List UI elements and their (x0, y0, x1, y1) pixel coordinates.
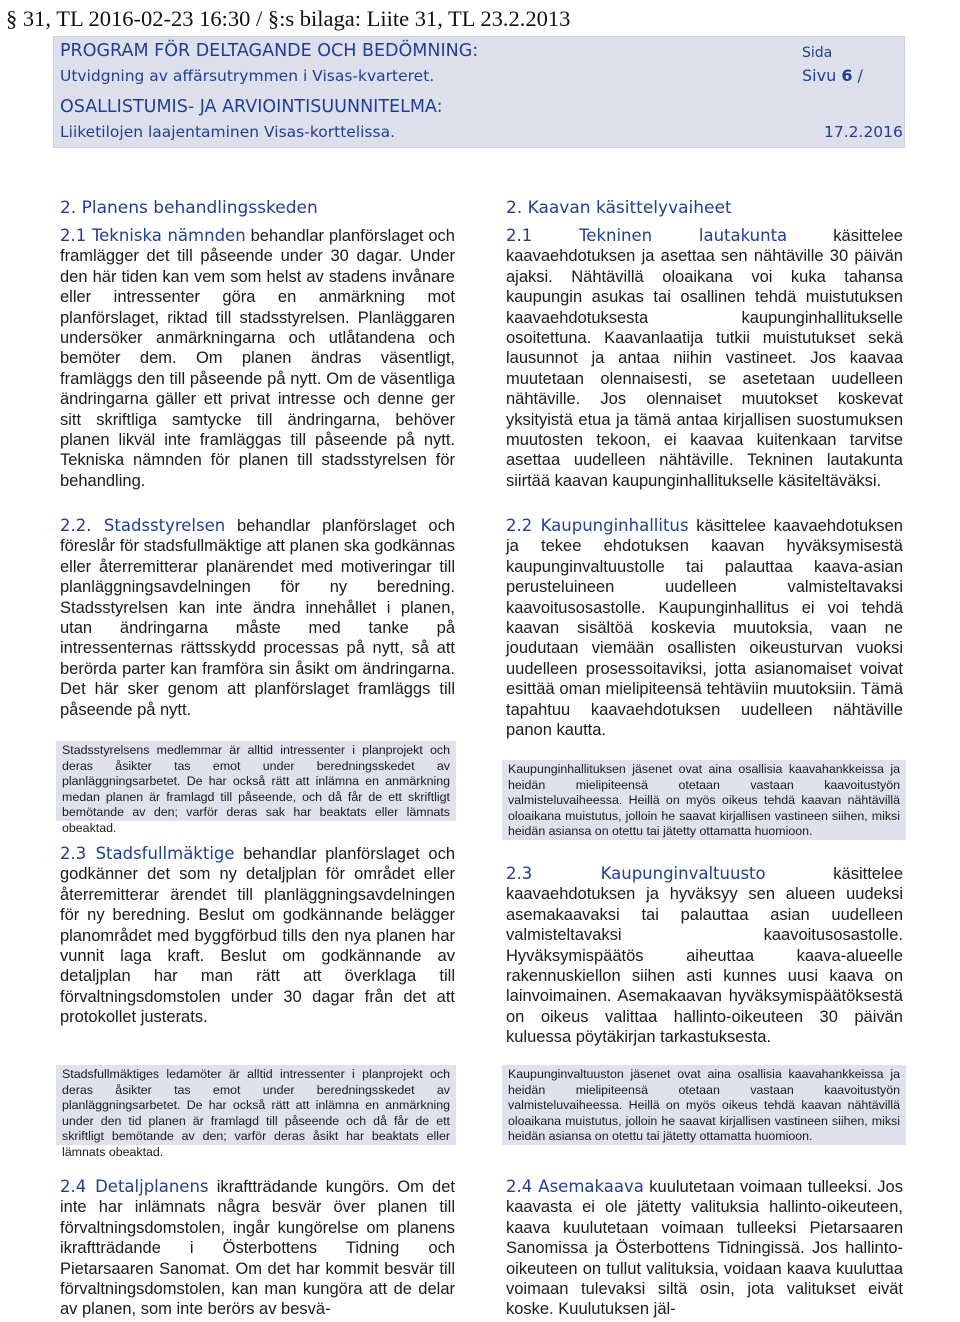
left-s22-text: behandlar planförslaget och föreslår för stadsfullmäktige att planen ska godkännas eller återremitterar planärendet med motiveringar till planläggningsavdelningen för ny beredning. Stadsstyrelsen kan inte ändra innehållet i planen, utan ändringarna måste med tanke på intressenternas rättsskydd processas på nytt, så att berörda parter kan framföra sin åsikt om ändringarna. Det här sker genom att planförslaget framläggs till påseende på nytt. (60, 517, 455, 719)
left-s23-text: behandlar planförslaget och godkänner det som ny detaljplan för området eller återremitterar ärendet till planläggningsavdelningen för ny beredning. Beslut om godkännande belägger planområdet med byggförbud tills den nya planen har vunnit laga kraft. Beslut om godkännande av detaljplan har man rätt att överklaga till förvaltningsdomstolen under 30 dagar från det att protokollet justerats. (60, 845, 455, 1027)
left-s22-number: 2.2. (60, 516, 104, 535)
left-s23-keyword: Stadsfullmäktige (95, 844, 235, 863)
left-s21-text: behandlar planförslaget och framlägger det till påseende under 30 dagar. Under den här tiden kan vem som helst av stadens invånare eller intressenter göra en anmärkning mot planförslaget, riktad till stadsstyrelsen. Planläggaren undersöker anmärkningarna och utlåtandena och bemöter dem. Om planen ändras väsentligt, framläggs den till påseende på nytt. Om de väsentliga ändringarna gäller ett privat intresse och denne ger sitt skriftliga samtycke till ändringarna, behöver planen likväl inte framläggas till påseende på nytt. Tekniska nämnden för planen till stadsstyrelsen för behandling. (60, 227, 455, 490)
right-s22-keyword: Kaupunginhallitus (540, 516, 689, 535)
page-label-sv: Sida (802, 45, 833, 61)
header-subtitle-fi: Liiketilojen laajentaminen Visas-korttelissa. (60, 123, 396, 141)
left-paragraph-2-3 (60, 844, 455, 1028)
left-paragraph-2-1 (60, 226, 455, 491)
right-note-2: Kaupunginvaltuuston jäsenet ovat aina osallisia kaavahankkeissa ja heidän mielipiteensä otetaan vastaan kaavoitustyön valmisteluvaiheessa. Heillä on myös oikeus tehdä kaavan nähtävillä oloaikana muistutus, jolloin he saavat kirjallisen vastineen siihen, miksi heidän asiansa on otettu tai jätetty ottamatta huomioon. (502, 1065, 906, 1145)
page-separator: / (857, 66, 863, 85)
left-s24-text: ikraftträdande kungörs. Om det inte har inlämnats några besvär över planen till förvaltningsdomstolen, ingår kungörelse om planens ikraftträdande i Österbottens Tidning och Pietarsaaren Sanomat. Om det har kommit besvär till förvaltningsdomstolen, kan man kungöra att de delar av planen, som inte berörs av besvä- (60, 1178, 455, 1319)
header-title-fi: OSALLISTUMIS- JA ARVIOINTISUUNNITELMA: (60, 97, 443, 117)
header-date: 17.2.2016 (824, 123, 903, 141)
left-s22-keyword: Stadsstyrelsen (103, 516, 226, 535)
header-subtitle-sv: Utvidgning av affärsutrymmen i Visas-kvarteret. (60, 67, 435, 85)
left-section-title: 2. Planens behandlingsskeden (60, 198, 318, 218)
right-s22-number: 2.2 (506, 516, 541, 535)
right-s21-keyword: Tekninen lautakunta (579, 226, 788, 245)
right-paragraph-2-4 (506, 1177, 903, 1320)
left-s24-keyword: Detaljplanens (95, 1177, 209, 1196)
left-s24-number: 2.4 (60, 1177, 96, 1196)
right-s23-text: käsittelee kaavaehdotuksen ja hyväksyy sen alueen uudeksi asemakaavaksi tai palauttaa asian uudelleen valmisteltavaksi kaavoitusosastolle. Hyväksymispäätös aiheuttaa kaava-alueelle rakennuskiellon siihen asti kunnes uusi kaava on lainvoimainen. Asemakaavan hyväksymispäätöksestä on oikeus valittaa hallinto-oikeuteen 30 päivän kuluessa pöytäkirjan tarkastuksesta. (506, 865, 903, 1047)
left-s23-number: 2.3 (60, 844, 96, 863)
left-paragraph-2-2 (60, 516, 455, 720)
left-s21-number: 2.1 (60, 226, 92, 245)
right-paragraph-2-2 (506, 516, 903, 740)
right-s22-text: käsittelee kaavaehdotuksen ja tekee ehdotuksen kaavan hyväksymisestä kaupunginvaltuustolle tai palauttaa kaava-asian perusteluineen uudelleen valmisteltavaksi kaavoitusosastolle. Kaupunginhallitus ei voi tehdä kaavan sisältöä koskevia muutoksia, vaan ne joudutaan viemään osallisten oikeusturvan vuoksi uudelleen prosessoitaviksi, jotta asianomaiset voivat esittää oman mielipiteensä tehtäviin muutoksiin. Tämä tapahtuu kaavaehdotuksen uudelleen nähtäville panon kautta. (506, 517, 903, 740)
left-paragraph-2-4 (60, 1177, 455, 1320)
right-paragraph-2-1 (506, 226, 903, 491)
right-section-title: 2. Kaavan käsittelyvaiheet (506, 198, 732, 218)
header-title-sv: PROGRAM FÖR DELTAGANDE OCH BEDÖMNING: (60, 41, 479, 61)
left-s21-keyword: Tekniska nämnden (91, 226, 246, 245)
left-note-2: Stadsfullmäktiges ledamöter är alltid intressenter i planprojekt och deras åsikter tas emot under beredningsskedet av planläggningsarbetet. De har också rätt att inlämna en anmärkning under den tid planen är framlagd till påseende och då får de ett skriftligt bemötande av den; varför deras åsikt har beaktats eller lämnats obeaktad. (56, 1065, 456, 1145)
right-s23-number: 2.3 (506, 864, 601, 883)
document-reference-line: § 31, TL 2016-02-23 16:30 / §:s bilaga: Liite 31, TL 23.2.2013 (6, 6, 571, 31)
right-paragraph-2-3 (506, 864, 903, 1048)
right-s24-number: 2.4 (506, 1177, 539, 1196)
left-note-1: Stadsstyrelsens medlemmar är alltid intressenter i planprojekt och deras åsikter tas emot under beredningsskedet av planläggningsarbetet. De har också rätt att inlämna en anmärkning medan planen är framlagd till påseende, och då får de ett skriftligt bemötande av den; varför deras sak har beaktats eller lämnats obeaktad. (56, 741, 456, 821)
page-number: 6 (841, 66, 853, 85)
right-s24-text: kuulutetaan voimaan tulleeksi. Jos kaavasta ei ole jätetty valituksia hallinto-oikeuteen, kaava kuulutetaan voimaan tulleeksi Pietarsaaren Sanomissa ja Österbottens Tidningissä. Jos hallinto-oikeuteen on tullut valituksia, voidaan kaava kuuluttaa voimaan tulevaksi siltä osin, jota valitukset eivät koske. Kuulutuksen jäl- (506, 1178, 903, 1319)
page-label-fi: Sivu (802, 66, 837, 85)
right-s23-keyword: Kaupunginvaltuusto (600, 864, 766, 883)
right-s21-text: käsittelee kaavaehdotuksen ja asettaa sen nähtäville 30 päivän ajaksi. Nähtävillä oloaikana voi kuka tahansa kaupungin asukas tai osallinen tehdä muistutuksen kaavaehdotuksesta kaupunginhallitukselle osoitettuna. Kaavanlaatija tutkii muistutukset sekä lausunnot ja antaa niihin vastineet. Jos kaavaa muutetaan olennaisesti, se asetetaan uudelleen nähtäville. Jos olennaiset muutokset koskevat yksityistä etua ja tämä antaa kirjallisen suostumuksen muutosten tekoon, ei kaavaa kuitenkaan tarvitse asettaa uudelleen nähtäville. Tekninen lautakunta siirtää kaavan kaupunginhallitukselle käsiteltäväksi. (506, 227, 903, 490)
right-s24-keyword: Asemakaava (538, 1177, 644, 1196)
right-s21-number: 2.1 (506, 226, 580, 245)
document-header (53, 36, 905, 148)
page-indicator (802, 66, 863, 85)
right-note-1: Kaupunginhallituksen jäsenet ovat aina osallisia kaavahankkeissa ja heidän mielipiteensä otetaan vastaan kaavoitustyön valmisteluvaiheessa. Heillä on myös oikeus tehdä kaavan nähtävillä oloaikana muistutus, jolloin he saavat kirjallisen vastineen siihen, miksi heidän asiansa on otettu tai jätetty ottamatta huomioon. (502, 760, 906, 840)
